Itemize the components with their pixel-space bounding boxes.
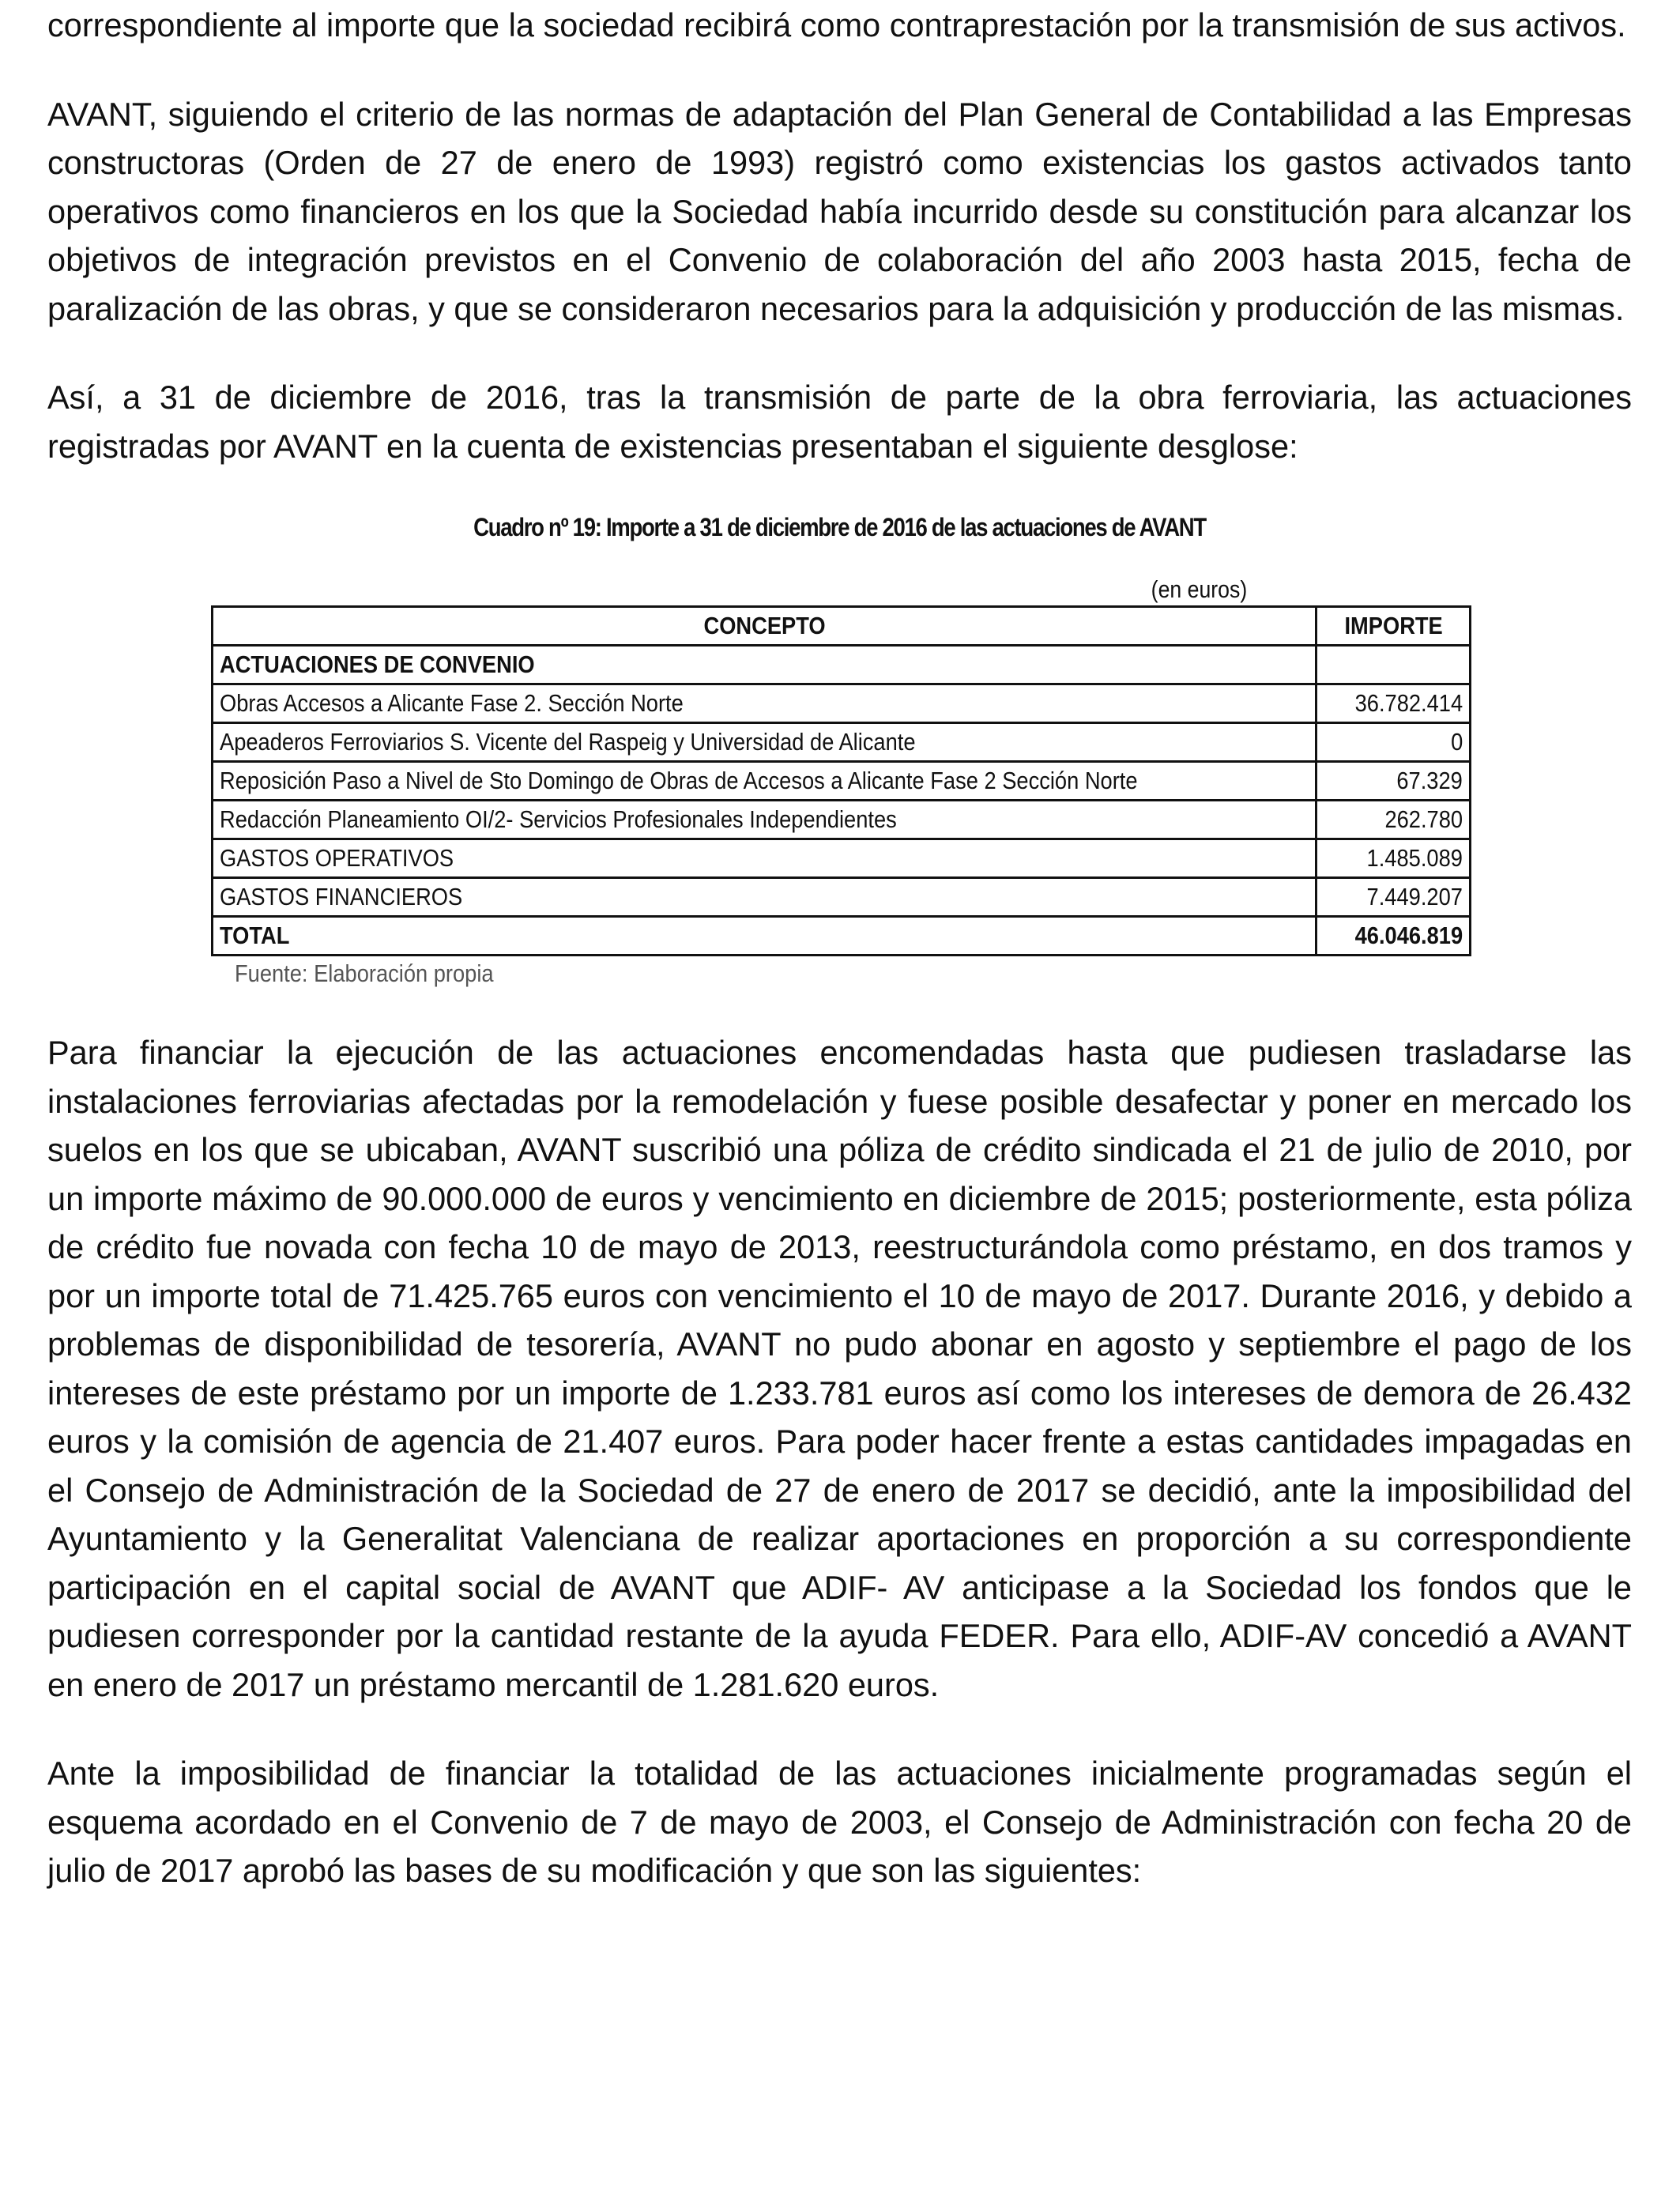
section-amount bbox=[1317, 646, 1471, 684]
table-container bbox=[211, 574, 1471, 988]
row-concept: Obras Accesos a Alicante Fase 2. Sección Norte bbox=[213, 684, 1317, 723]
table-row bbox=[213, 723, 1471, 762]
row-concept: GASTOS OPERATIVOS bbox=[213, 839, 1317, 878]
row-amount: 1.485.089 bbox=[1317, 839, 1471, 878]
table-total-row bbox=[213, 917, 1471, 956]
document-page bbox=[47, 0, 1632, 1895]
table-source: Fuente: Elaboración propia bbox=[235, 959, 494, 987]
row-amount: 67.329 bbox=[1317, 762, 1471, 801]
row-amount: 36.782.414 bbox=[1317, 684, 1471, 723]
table-units: (en euros) bbox=[1151, 575, 1248, 603]
row-amount: 7.449.207 bbox=[1317, 878, 1471, 917]
row-concept: GASTOS FINANCIEROS bbox=[213, 878, 1317, 917]
paragraph-avant-criteria: AVANT, siguiendo el criterio de las normas de adaptación del Plan General de Contabilidad a las Empresas constructoras (Orden de 27 de enero de 1993) registró como existencias los gastos activados tanto operativos como financieros en los que la Sociedad había incurrido desde su constitución para alcanzar los objetivos de integración previstos en el Convenio de colaboración del año 2003 hasta 2015, fecha de paralización de las obras, y que se consideraron necesarios para la adquisición y producción de las mismas. bbox=[47, 95, 1632, 327]
header-amount: IMPORTE bbox=[1317, 607, 1471, 646]
table-section-row bbox=[213, 646, 1471, 684]
row-concept: Redacción Planeamiento OI/2- Servicios Profesionales Independientes bbox=[213, 801, 1317, 839]
total-label: TOTAL bbox=[213, 917, 1317, 956]
row-concept: Reposición Paso a Nivel de Sto Domingo de Obras de Accesos a Alicante Fase 2 Sección Norte bbox=[213, 762, 1317, 801]
row-amount: 0 bbox=[1317, 723, 1471, 762]
table-row bbox=[213, 684, 1471, 723]
section-label: ACTUACIONES DE CONVENIO bbox=[213, 646, 1317, 684]
actuaciones-table bbox=[211, 605, 1471, 956]
table-row bbox=[213, 801, 1471, 839]
table-row bbox=[213, 762, 1471, 801]
table-header-row bbox=[213, 607, 1471, 646]
paragraph-financing: Para financiar la ejecución de las actuaciones encomendadas hasta que pudiesen trasladarse las instalaciones ferroviarias afectadas por la remodelación y fuese posible desafectar y poner en mercado los suelos en los que se ubicaban, AVANT suscribió una póliza de crédito sindicada el 21 de julio de 2010, por un importe máximo de 90.000.000 de euros y vencimiento en diciembre de 2015; posteriormente, esta póliza de crédito fue novada con fecha 10 de mayo de 2013, reestructurándola como préstamo, en dos tramos y por un importe total de 71.425.765 euros con vencimiento el 10 de mayo de 2017. Durante 2016, y debido a problemas de disponibilidad de tesorería, AVANT no pudo abonar en agosto y septiembre el pago de los intereses de este préstamo por un importe de 1.233.781 euros así como los intereses de demora de 26.432 euros y la comisión de agencia de 21.407 euros. Para poder hacer frente a estas cantidades impagadas en el Consejo de Administración de la Sociedad de 27 de enero de 2017 se decidió, ante la imposibilidad del Ayuntamiento y la Generalitat Valenciana de realizar aportaciones en proporción a su correspondiente participación en el capital social de AVANT que ADIF- AV anticipase a la Sociedad los fondos que le pudiesen corresponder por la cantidad restante de la ayuda FEDER. Para ello, ADIF-AV concedió a AVANT en enero de 2017 un préstamo mercantil de 1.281.620 euros. bbox=[47, 1034, 1632, 1703]
row-amount: 262.780 bbox=[1317, 801, 1471, 839]
paragraph-breakdown-intro: Así, a 31 de diciembre de 2016, tras la transmisión de parte de la obra ferroviaria, las actuaciones registradas por AVANT en la cuenta de existencias presentaban el siguiente desglose: bbox=[47, 379, 1632, 465]
header-concept: CONCEPTO bbox=[213, 607, 1317, 646]
table-caption: Cuadro nº 19: Importe a 31 de diciembre de 2016 de las actuaciones de AVANT bbox=[473, 513, 1206, 541]
table-row bbox=[213, 839, 1471, 878]
total-amount: 46.046.819 bbox=[1317, 917, 1471, 956]
row-concept: Apeaderos Ferroviarios S. Vicente del Raspeig y Universidad de Alicante bbox=[213, 723, 1317, 762]
table-row bbox=[213, 878, 1471, 917]
paragraph-intro: correspondiente al importe que la sociedad recibirá como contraprestación por la transmisión de sus activos. bbox=[47, 6, 1626, 43]
paragraph-modification: Ante la imposibilidad de financiar la totalidad de las actuaciones inicialmente programadas según el esquema acordado en el Convenio de 7 de mayo de 2003, el Consejo de Administración con fecha 20 de julio de 2017 aprobó las bases de su modificación y que son las siguientes: bbox=[47, 1755, 1632, 1889]
